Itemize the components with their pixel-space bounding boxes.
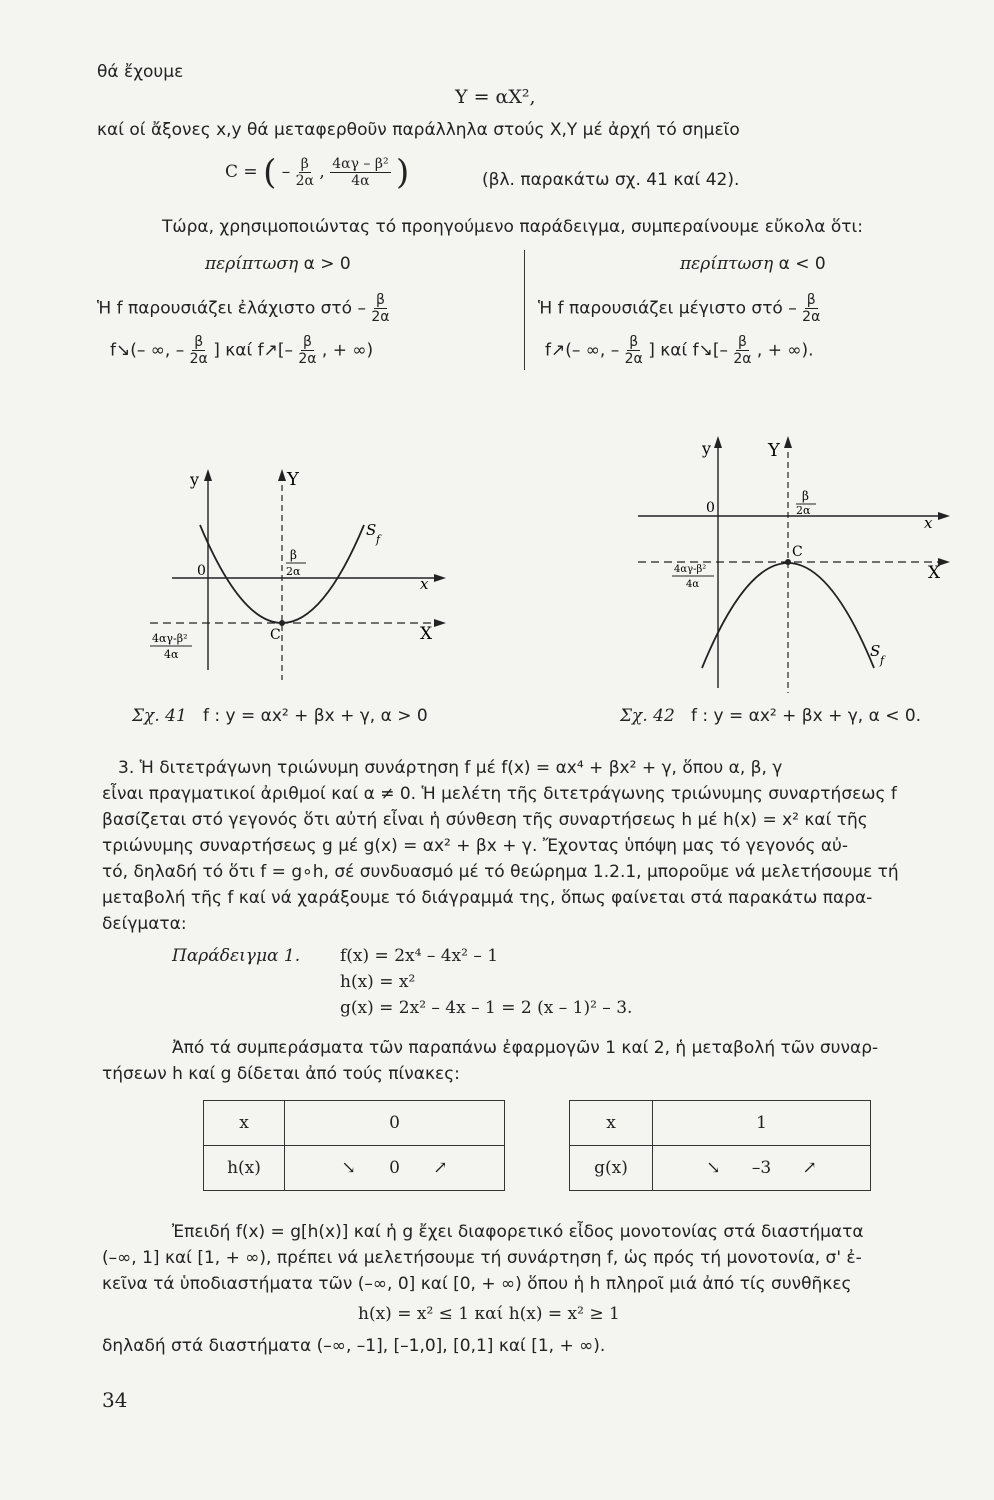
case-cond: α < 0: [778, 254, 826, 274]
fig41-y-label: y: [190, 470, 200, 489]
frac-den: 2α: [371, 309, 390, 325]
end-line-1: Ἐπειδή f(x) = g[h(x)] καί ἡ g ἔχει διαφορετικό εἶδος μονοτονίας στά διαστήματα: [172, 1222, 864, 1242]
frac-num: β: [737, 334, 747, 350]
fig41-2a-label: 2α: [286, 565, 301, 578]
table-g-down: ↘: [706, 1158, 721, 1178]
mono-a: f↘(– ∞, –: [110, 340, 185, 361]
end-line-4: δηλαδή στά διαστήματα (–∞, –1], [–1,0], [0,1] καί [1, + ∞).: [102, 1336, 606, 1356]
fig41-beta-label: β: [290, 548, 297, 562]
p3-line-4: τριώνυμης συναρτήσεως g μέ g(x) = αx² + βx + γ. Ἔχοντας ὑπόψη μας τό γεγονός αὐ-: [102, 836, 849, 856]
fig41-origin-label: 0: [197, 563, 206, 579]
table-h-up: ↗: [433, 1158, 448, 1178]
end-line-2: (–∞, 1] καί [1, + ∞), πρέπει νά μελετήσουμε τή συνάρτηση f, ὡς πρός τή μονοτονία, σ' ἐ-: [102, 1248, 862, 1268]
frac-den: 2α: [733, 351, 752, 367]
figure-reference: (βλ. παρακάτω σχ. 41 καί 42).: [482, 170, 740, 190]
case-left-monotonicity: [110, 334, 373, 367]
table-h-x-header: x: [204, 1101, 285, 1146]
p3-line-3: βασίζεται στό γεγονός ὅτι αὐτή εἶναι ἡ σύνθεση τῆς συναρτήσεως h μέ h(x) = x² καί τῆς: [102, 810, 868, 830]
frac-den: 2α: [802, 309, 821, 325]
case-divider: [524, 250, 525, 370]
fig42-x-label: x: [924, 514, 933, 532]
mono-b: ] καί f↗[–: [213, 340, 293, 361]
example-g: g(x) = 2x² – 4x – 1 = 2 (x – 1)² – 3.: [340, 998, 633, 1018]
case-cond: α > 0: [303, 254, 351, 274]
mono-c: , + ∞).: [756, 340, 814, 361]
mono-c: , + ∞): [321, 340, 374, 361]
example-f: f(x) = 2x⁴ – 4x² – 1: [340, 946, 499, 966]
caption-label: Σχ. 41: [132, 706, 187, 726]
results-line-2: τήσεων h καί g δίδεται ἀπό τούς πίνακες:: [102, 1064, 460, 1084]
frac-num: β: [300, 156, 309, 172]
table-h-fn-header: h(x): [204, 1146, 285, 1191]
fig41-X-label: X: [420, 624, 433, 644]
fig41-Y-label: Y: [287, 469, 299, 490]
frac-den: 2α: [298, 351, 317, 367]
fig42-beta-label: β: [802, 489, 809, 503]
example-h: h(x) = x²: [340, 972, 416, 992]
p3-line-7: δείγματα:: [102, 914, 187, 934]
caption-formula: f : y = αx² + βx + γ, α > 0: [202, 706, 428, 726]
fig41-Sf-label: S: [366, 521, 377, 539]
fig42-Sf-sub: f: [880, 654, 885, 667]
case-text: Ἡ f παρουσιάζει ἐλάχιστο στό –: [97, 298, 366, 319]
caption-label: Σχ. 42: [620, 706, 675, 726]
p3-line-1: 3. Ἡ διτετράγωνη τριώνυμη συνάρτηση f μέ f(x) = αx⁴ + βx² + γ, ὅπου α, β, γ: [118, 758, 783, 778]
fig41-x-label: x: [420, 575, 429, 593]
frac-num: 4αγ – β²: [332, 156, 389, 172]
table-h-min: 0: [389, 1158, 400, 1178]
page-number: 34: [102, 1388, 128, 1412]
axes-text: καί οί ἄξονες x,y θά μεταφερθοῦν παράλληλα στούς X,Y μέ ἀρχή τό σημεῖο: [97, 120, 740, 140]
fig42-Sf-label: S: [870, 642, 881, 660]
frac-den: 4α: [351, 173, 370, 189]
table-g-x1: 1: [756, 1113, 767, 1133]
table-g-fn-header: g(x): [570, 1146, 653, 1191]
case-right-text: [538, 292, 820, 325]
table-h-down: ↘: [341, 1158, 356, 1178]
frac-num: β: [194, 334, 204, 350]
table-g-x-values: [653, 1101, 871, 1146]
fig41-Sf-sub: f: [376, 533, 381, 546]
p3-line-2: εἶναι πραγματικοί ἀριθμοί καί α ≠ 0. Ἡ μελέτη τῆς διτετράγωνης τριώνυμης συναρτήσεως f: [102, 784, 897, 804]
case-title: περίπτωση: [205, 254, 299, 274]
table-h-x0: 0: [389, 1113, 400, 1133]
fig41-k-num: 4αγ-β²: [152, 632, 188, 645]
table-h-x-values: [285, 1101, 505, 1146]
end-conditions: h(x) = x² ≤ 1 καί h(x) = x² ≥ 1: [358, 1304, 620, 1324]
table-h: [203, 1100, 505, 1191]
table-g-fn-values: [653, 1146, 871, 1191]
caption-formula: f : y = αx² + βx + γ, α < 0.: [690, 706, 922, 726]
mono-b: ] καί f↘[–: [648, 340, 728, 361]
figure-42: [630, 428, 970, 698]
p3-line-6: μεταβολή τῆς f καί νά χαράξουμε τό διάγραμμά της, ὅπως φαίνεται στά παρακάτω παρα-: [102, 888, 873, 908]
fig42-C-label: C: [792, 544, 803, 560]
case-title: περίπτωση: [680, 254, 774, 274]
frac-den: 2α: [295, 173, 315, 189]
fig42-y-label: y: [702, 439, 712, 458]
frac-num: β: [375, 292, 385, 308]
frac-num: β: [806, 292, 816, 308]
frac-den: 2α: [624, 351, 643, 367]
fig42-2a-label: 2α: [796, 504, 811, 517]
fig42-k-den: 4α: [686, 579, 700, 590]
case-left-heading: [205, 254, 351, 274]
mono-a: f↗(– ∞, –: [545, 340, 620, 361]
caption-42: [620, 706, 921, 726]
table-h-fn-values: [285, 1146, 505, 1191]
equation-C: C = ( – $\frac{\beta}{2\alpha}$ , $\frac{\text{4αγ – β²}}{4\alpha}$ ): [225, 152, 410, 193]
p3-line-5: τό, δηλαδή τό ὅτι f = g∘h, σέ συνδυασμό μέ τό θεώρημα 1.2.1, μποροῦμε νά μελετήσουμε τή: [102, 862, 899, 882]
table-g-min: –3: [751, 1158, 772, 1178]
fig42-k-num: 4αγ-β²: [674, 564, 707, 575]
case-right-monotonicity: [545, 334, 814, 367]
table-g: [569, 1100, 871, 1191]
frac-den: 2α: [189, 351, 208, 367]
case-left-text: [97, 292, 390, 325]
fig42-Y-label: Y: [768, 440, 780, 461]
conclusion-text: Τώρα, χρησιμοποιώντας τό προηγούμενο παράδειγμα, συμπεραίνουμε εὔκολα ὅτι:: [162, 217, 863, 237]
results-line-1: Ἀπό τά συμπεράσματα τῶν παραπάνω ἐφαρμογῶν 1 καί 2, ἡ μεταβολή τῶν συναρ-: [172, 1038, 879, 1058]
frac-num: β: [629, 334, 639, 350]
case-text: Ἡ f παρουσιάζει μέγιστο στό –: [538, 298, 797, 319]
figure-41: [130, 455, 460, 695]
eq-c-left: C =: [225, 162, 258, 182]
fig42-origin-label: 0: [706, 500, 715, 516]
intro-text: θά ἔχουμε: [97, 62, 184, 82]
fig41-C-label: C: [270, 627, 281, 643]
example-label: Παράδειγμα 1.: [172, 946, 301, 966]
fig42-X-label: X: [928, 563, 941, 583]
caption-41: [132, 706, 428, 726]
table-g-x-header: x: [570, 1101, 653, 1146]
frac-num: β: [302, 334, 312, 350]
fig41-k-den: 4α: [164, 648, 179, 661]
table-g-up: ↗: [802, 1158, 817, 1178]
case-right-heading: [680, 254, 826, 274]
end-line-3: κεῖνα τά ὑποδιαστήματα τῶν (–∞, 0] καί [0, + ∞) ὅπου ἡ h πληροῖ μιά ἀπό τίς συνθῆκες: [102, 1274, 852, 1294]
equation-Y: Y = αX²,: [455, 86, 536, 108]
